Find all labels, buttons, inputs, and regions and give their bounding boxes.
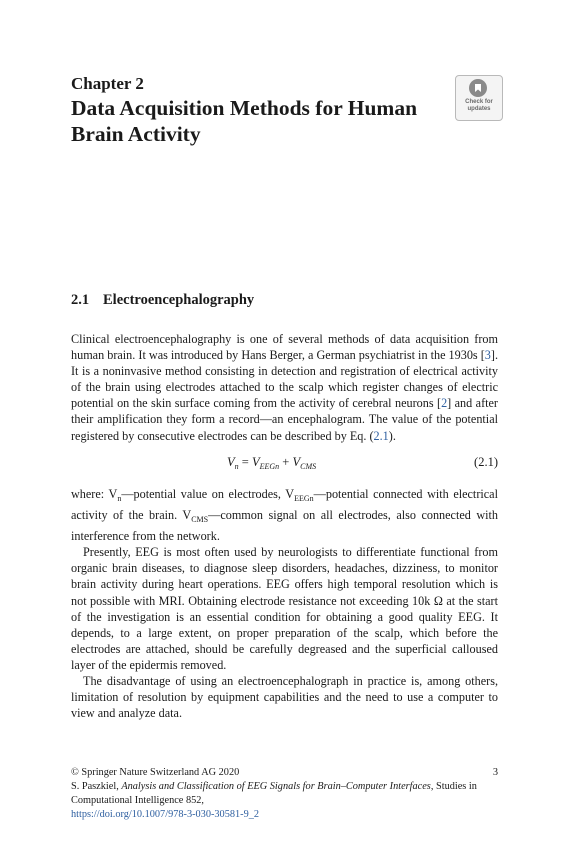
eq-subscript: CMS	[300, 462, 317, 471]
text-run: —potential value on electrodes, V	[121, 487, 295, 501]
chapter-label: Chapter 2	[71, 74, 144, 93]
page-number: 3	[492, 767, 498, 778]
paragraph-3: The disadvantage of using an electroencephalograph in practice is, among others, limitation of resolution by equipment capabilities and the need to use a computer to view and analyze data.	[71, 674, 498, 721]
text-run: —common signal on all electrodes, also connected with interference from the network.	[71, 508, 498, 544]
doi-link[interactable]: https://doi.org/10.1007/978-3-030-30581-9_2	[71, 809, 260, 821]
footer-book-title: Analysis and Classification of EEG Signals for Brain–Computer Interfaces	[121, 781, 431, 793]
citation-line	[71, 780, 498, 808]
where-paragraph	[71, 486, 498, 544]
bookmark-glyph-icon	[473, 83, 483, 93]
copyright-line: © Springer Nature Switzerland AG 2020	[71, 767, 240, 778]
check-for-updates-badge[interactable]	[455, 75, 503, 121]
section-title: Electroencephalography	[103, 292, 255, 308]
paragraph-2: Presently, EEG is most often used by neurologists to differentiate functional from organic brain diseases, to diagnose sleep disorders, headaches, dizziness, to monitor brain activity during heart operations. EEG offers high temporal resolution which is not possible with MRI. Obtaining electrode resistance not exceeding 10k Ω at the start of the investigation is an essential condition for obtaining a good quality EEG. It depends, to a large extent, on proper preparation of the scalp, which before the electrodes are attached, should be carefully degreased and the superficial calloused layer of the epidermis removed.	[71, 545, 498, 672]
text-run: Clinical electroencephalography is one of several methods of data acquisition from human brain. It was introduced by Hans Berger, a German psychiatrist in the 1930s [	[71, 332, 498, 363]
body-continuation	[71, 486, 498, 721]
footer-author: S. Paszkiel,	[71, 781, 122, 793]
citation-link[interactable]: 2	[441, 396, 448, 411]
subscript: EEGn	[294, 494, 314, 503]
paragraph-1	[71, 331, 498, 444]
text-run: —potential connected with electrical activity of the brain. V	[71, 487, 498, 523]
chapter-title: Data Acquisition Methods for Human Brain Activity	[71, 96, 418, 146]
badge-label: Check for updates	[465, 99, 493, 112]
text-run: ] and after their amplification they form a record—an encephalogram. The value of the potential registered by consecutive electrodes can be described by Eq. (	[71, 396, 498, 443]
eq-symbol: V	[292, 455, 301, 469]
equation-2-1	[71, 455, 498, 473]
footer	[71, 766, 498, 822]
section-number: 2.1	[71, 292, 90, 308]
eq-subscript: EEGn	[259, 462, 280, 471]
equation-link[interactable]: 2.1	[373, 428, 389, 443]
equation-expression	[227, 455, 316, 471]
eq-symbol: V	[227, 455, 235, 469]
text-run: where: V	[71, 487, 118, 501]
subscript: CMS	[191, 515, 209, 525]
subscript: n	[117, 494, 122, 503]
text-run: ]. It is a noninvasive method consisting in detection and registration of electrical activity of the brain using electrodes attached to the scalp which register changes of electric potential on the skin surface coming from the activity of cerebral neurons [	[71, 348, 498, 411]
eq-subscript: n	[234, 462, 239, 471]
footer-series: , Studies in Computational Intelligence 852,	[71, 781, 477, 807]
text-run: ).	[388, 428, 396, 443]
citation-link[interactable]: 3	[484, 348, 491, 363]
eq-operator: =	[238, 455, 252, 469]
eq-symbol: V	[251, 455, 260, 469]
equation-number: (2.1)	[474, 455, 498, 469]
eq-operator: +	[279, 455, 293, 469]
section-heading	[71, 292, 254, 309]
